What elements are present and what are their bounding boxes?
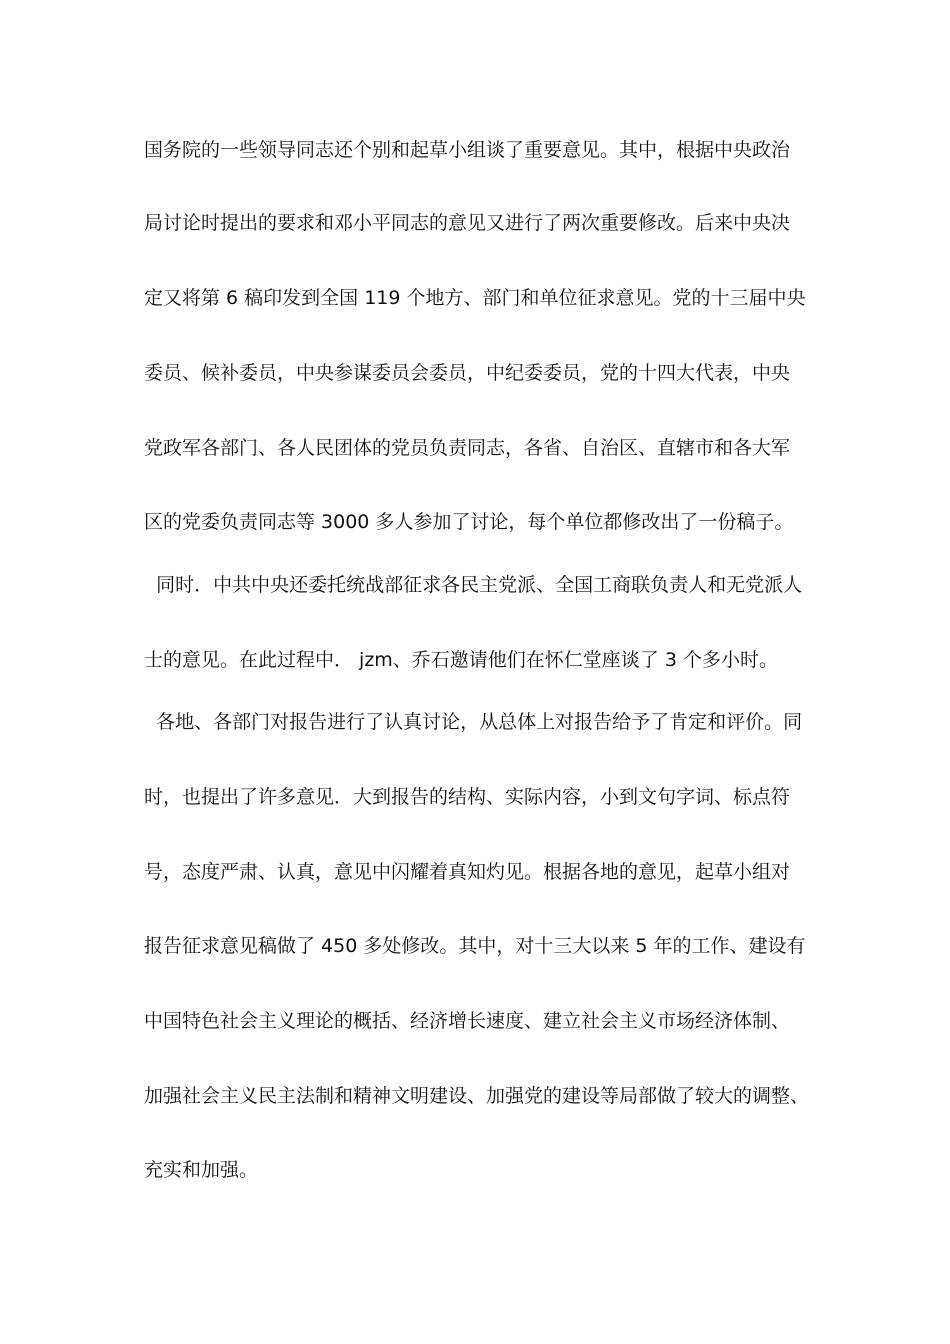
text-line-4: 委员、候补委员，中央参谋委员会委员，中纪委委员，党的十四大代表，中央 [144,362,791,384]
text-line-10: 时，也提出了许多意见．大到报告的结构、实际内容，小到文句字词、标点符 [144,786,791,808]
text-line-13: 中国特色社会主义理论的概括、经济增长速度、建立社会主义市场经济体制、 [144,1010,791,1032]
text-line-8: 士的意见。在此过程中． jzm、乔石邀请他们在怀仁堂座谈了 3 个多小时。 [144,649,778,671]
text-line-5: 党政军各部门、各人民团体的党员负责同志，各省、自治区、直辖市和各大军 [144,437,791,459]
text-line-7: 同时．中共中央还委托统战部征求各民主党派、全国工商联负责人和无党派人 [144,574,803,596]
text-line-11: 号，态度严肃、认真，意见中闪耀着真知灼见。根据各地的意见，起草小组对 [144,861,791,883]
text-line-3: 定又将第 6 稿印发到全国 119 个地方、部门和单位征求意见。党的十三届中央 [144,287,806,309]
text-line-14: 加强社会主义民主法制和精神文明建设、加强党的建设等局部做了较大的调整、 [144,1085,810,1107]
text-line-12: 报告征求意见稿做了 450 多处修改。其中，对十三大以来 5 年的工作、建设有 [144,935,806,957]
text-line-2: 局讨论时提出的要求和邓小平同志的意见又进行了两次重要修改。后来中央决 [144,212,791,234]
text-line-6: 区的党委负责同志等 3000 多人参加了讨论，每个单位都修改出了一份稿子。 [144,511,794,533]
text-line-9: 各地、各部门对报告进行了认真讨论，从总体上对报告给予了肯定和评价。同 [144,711,803,733]
text-line-15: 充实和加强。 [144,1159,259,1181]
text-line-1: 国务院的一些领导同志还个别和起草小组谈了重要意见。其中，根据中央政治 [144,139,791,161]
